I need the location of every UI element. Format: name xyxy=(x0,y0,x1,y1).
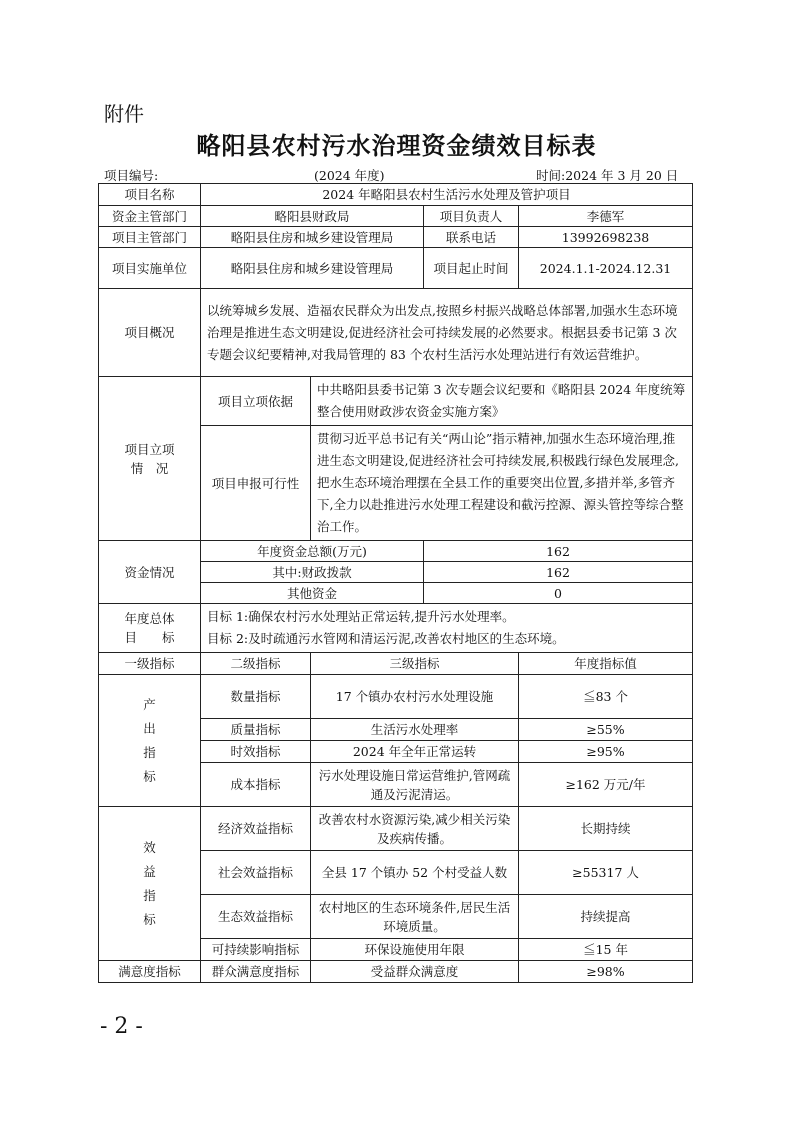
basis-text: 中共略阳县委书记第 3 次专题会议纪要和《略阳县 2024 年度统筹整合使用财政涉农资金实施方案》 xyxy=(311,377,693,426)
satisfaction-level1: 满意度指标 xyxy=(99,961,201,983)
establishment-label-line2: 情 况 xyxy=(130,460,169,476)
level3-cell: 2024 年全年正常运转 xyxy=(311,741,519,763)
project-name-label: 项目名称 xyxy=(99,184,201,206)
fund-dept-row xyxy=(99,206,693,227)
period-label: 项目起止时间 xyxy=(424,248,519,289)
value-cell: 持续提高 xyxy=(519,895,693,939)
header-value: 年度指标值 xyxy=(519,653,693,675)
fund-row-value: 0 xyxy=(424,583,693,604)
satisfaction-value: ≥98% xyxy=(519,961,693,983)
indicator-row xyxy=(99,675,693,719)
satisfaction-level3: 受益群众满意度 xyxy=(311,961,519,983)
label-char: 标 xyxy=(143,911,156,927)
project-number-label: 项目编号: xyxy=(104,168,159,183)
fund-dept-value: 略阳县财政局 xyxy=(201,206,424,227)
indicator-row xyxy=(99,807,693,851)
funds-label: 资金情况 xyxy=(99,541,201,604)
label-char: 益 xyxy=(143,863,156,879)
label-char: 指 xyxy=(143,744,156,760)
level3-cell: 农村地区的生态环境条件,居民生活环境质量。 xyxy=(311,895,519,939)
label-char: 效 xyxy=(143,839,156,855)
impl-unit-row xyxy=(99,248,693,289)
performance-target-table xyxy=(98,183,693,983)
satisfaction-level2: 群众满意度指标 xyxy=(201,961,311,983)
phone-label: 联系电话 xyxy=(424,227,519,248)
impl-unit-label: 项目实施单位 xyxy=(99,248,201,289)
fund-row-value: 162 xyxy=(424,541,693,562)
header-level2: 二级指标 xyxy=(201,653,311,675)
level2-cell: 时效指标 xyxy=(201,741,311,763)
goals-label-line1: 年度总体 xyxy=(124,611,175,626)
value-cell: ≦15 年 xyxy=(519,939,693,961)
goals-text xyxy=(201,604,693,653)
basis-row xyxy=(99,377,693,426)
value-cell: 长期持续 xyxy=(519,807,693,851)
date-label: 时间:2024 年 3 月 20 日 xyxy=(536,168,679,183)
fund-row xyxy=(99,541,693,562)
goal-1: 目标 1:确保农村污水处理站正常运转,提升污水处理率。 xyxy=(207,609,515,624)
overview-row xyxy=(99,289,693,377)
goal-2: 目标 2:及时疏通污水管网和清运污泥,改善农村地区的生态环境。 xyxy=(207,631,565,646)
leader-label: 项目负责人 xyxy=(424,206,519,227)
goals-row xyxy=(99,604,693,653)
header-level3: 三级指标 xyxy=(311,653,519,675)
level2-cell: 成本指标 xyxy=(201,763,311,807)
attachment-label: 附件 xyxy=(104,102,144,126)
project-name-row xyxy=(99,184,693,206)
header-level1: 一级指标 xyxy=(99,653,201,675)
level2-cell: 生态效益指标 xyxy=(201,895,311,939)
goals-label-line2: 目 标 xyxy=(124,630,175,645)
impl-unit-value: 略阳县住房和城乡建设管理局 xyxy=(201,248,424,289)
level2-cell: 经济效益指标 xyxy=(201,807,311,851)
value-cell: ≥95% xyxy=(519,741,693,763)
fund-dept-label: 资金主管部门 xyxy=(99,206,201,227)
level2-cell: 数量指标 xyxy=(201,675,311,719)
fund-row-label: 其他资金 xyxy=(201,583,424,604)
value-cell: ≥162 万元/年 xyxy=(519,763,693,807)
fund-row-label: 其中:财政拨款 xyxy=(201,562,424,583)
fund-row-value: 162 xyxy=(424,562,693,583)
mgmt-dept-label: 项目主管部门 xyxy=(99,227,201,248)
label-char: 标 xyxy=(143,768,156,784)
level3-cell: 生活污水处理率 xyxy=(311,719,519,741)
value-cell: ≥55317 人 xyxy=(519,851,693,895)
label-char: 出 xyxy=(143,720,156,736)
level2-cell: 可持续影响指标 xyxy=(201,939,311,961)
level3-cell: 全县 17 个镇办 52 个村受益人数 xyxy=(311,851,519,895)
goals-label xyxy=(99,604,201,653)
label-char: 产 xyxy=(143,696,156,712)
project-name-value: 2024 年略阳县农村生活污水处理及管护项目 xyxy=(201,184,693,206)
feasibility-text: 贯彻习近平总书记有关“两山论”指示精神,加强水生态环境治理,推进生态文明建设,促进经济社会可持续发展,积极践行绿色发展理念,把水生态环境治理摆在全县工作的重要突出位置,多措并举,多管齐下,全力以赴推进污水处理工程建设和截污控源、源头管控等综合整治工作。 xyxy=(311,426,693,541)
phone-value: 13992698238 xyxy=(519,227,693,248)
page-title: 略阳县农村污水治理资金绩效目标表 xyxy=(196,131,597,160)
value-cell: ≦83 个 xyxy=(519,675,693,719)
indicator-header-row xyxy=(99,653,693,675)
label-char: 指 xyxy=(143,887,156,903)
benefit-indicators-label xyxy=(99,807,201,961)
mgmt-dept-value: 略阳县住房和城乡建设管理局 xyxy=(201,227,424,248)
establishment-label-line1: 项目立项 xyxy=(124,441,175,457)
leader-value: 李德军 xyxy=(519,206,693,227)
satisfaction-row xyxy=(99,961,693,983)
level2-cell: 社会效益指标 xyxy=(201,851,311,895)
fund-row-label: 年度资金总额(万元) xyxy=(201,541,424,562)
overview-text: 以统筹城乡发展、造福农民群众为出发点,按照乡村振兴战略总体部署,加强水生态环境治理是推进生态文明建设,促进经济社会可持续发展的必然要求。根据县委书记第 3 次专题会议纪要精神,对我局管理的 83 个农村生活污水处理站进行有效运营维护。 xyxy=(201,289,693,377)
page-number: - 2 - xyxy=(100,1014,143,1039)
output-indicators-label xyxy=(99,675,201,807)
level3-cell: 污水处理设施日常运营维护,管网疏通及污泥清运。 xyxy=(311,763,519,807)
basis-label: 项目立项依据 xyxy=(201,377,311,426)
level2-cell: 质量指标 xyxy=(201,719,311,741)
level3-cell: 17 个镇办农村污水处理设施 xyxy=(311,675,519,719)
level3-cell: 改善农村水资源污染,减少相关污染及疾病传播。 xyxy=(311,807,519,851)
overview-label: 项目概况 xyxy=(99,289,201,377)
period-value: 2024.1.1-2024.12.31 xyxy=(519,248,693,289)
feasibility-label: 项目申报可行性 xyxy=(201,426,311,541)
level3-cell: 环保设施使用年限 xyxy=(311,939,519,961)
value-cell: ≥55% xyxy=(519,719,693,741)
mgmt-dept-row xyxy=(99,227,693,248)
establishment-label xyxy=(99,377,201,541)
year-label: (2024 年度) xyxy=(314,168,385,183)
